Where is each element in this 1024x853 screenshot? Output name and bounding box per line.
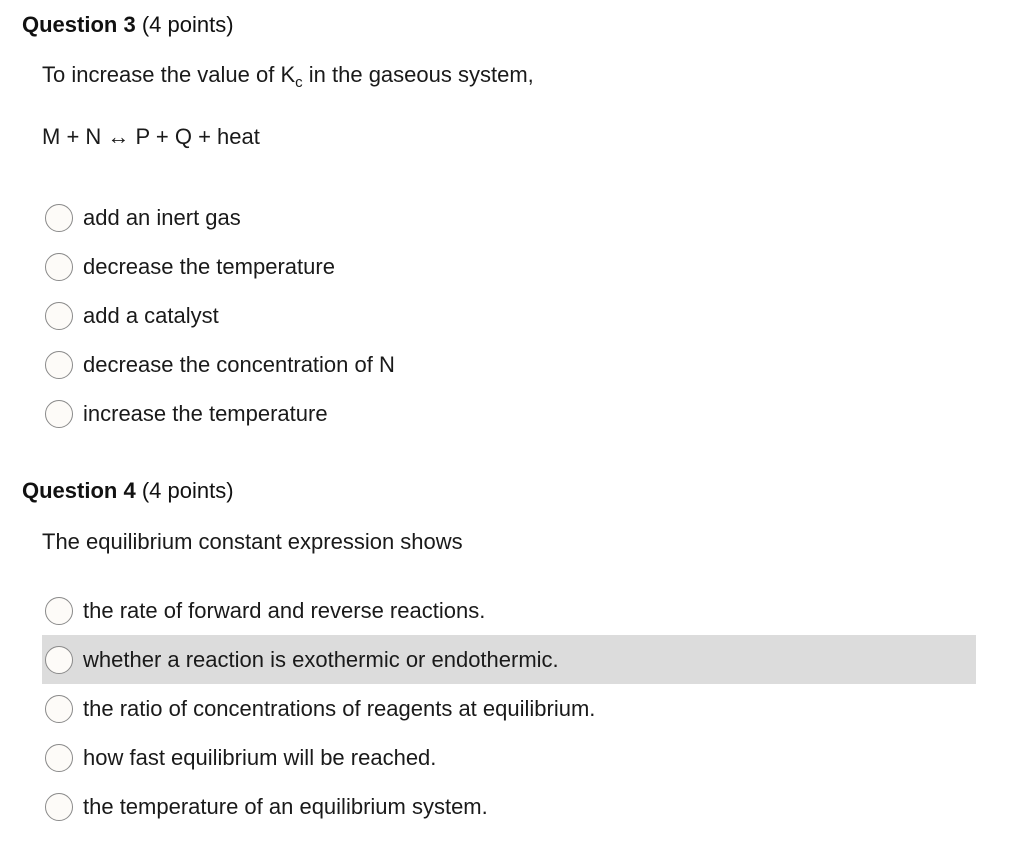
- option-label: decrease the concentration of N: [83, 351, 395, 377]
- prompt-text: To increase the value of K: [42, 62, 296, 87]
- option-increase-temperature[interactable]: [42, 389, 976, 438]
- radio-button[interactable]: [45, 204, 73, 232]
- answer-options: [42, 193, 976, 438]
- radio-button[interactable]: [45, 302, 73, 330]
- question-points: (4 points): [141, 12, 234, 37]
- radio-button[interactable]: [45, 646, 73, 674]
- option-ratio-of-concentrations[interactable]: [42, 684, 976, 733]
- option-add-catalyst[interactable]: [42, 291, 976, 340]
- radio-button[interactable]: [45, 400, 73, 428]
- option-label: how fast equilibrium will be reached.: [83, 744, 437, 770]
- prompt-text-end: in the gaseous system,: [302, 62, 534, 87]
- option-label: whether a reaction is exothermic or endothermic.: [83, 646, 559, 672]
- option-label: the ratio of concentrations of reagents at equilibrium.: [83, 695, 596, 721]
- option-how-fast-equilibrium[interactable]: [42, 733, 976, 782]
- question-4-header: [22, 477, 234, 505]
- option-label: the temperature of an equilibrium system.: [83, 793, 488, 819]
- question-3-header: [22, 11, 234, 39]
- radio-button[interactable]: [45, 253, 73, 281]
- option-add-inert-gas[interactable]: [42, 193, 976, 242]
- option-label: the rate of forward and reverse reactions.: [83, 597, 486, 623]
- answer-options: [42, 586, 976, 831]
- option-rate-forward-reverse[interactable]: [42, 586, 976, 635]
- radio-button[interactable]: [45, 793, 73, 821]
- question-points: (4 points): [141, 478, 234, 503]
- option-label: increase the temperature: [83, 400, 328, 426]
- question-prompt: [42, 61, 534, 89]
- chemical-equation: M + N ↔ P + Q + heat: [42, 124, 260, 149]
- radio-button[interactable]: [45, 597, 73, 625]
- question-prompt: The equilibrium constant expression shows: [42, 529, 463, 554]
- radio-button[interactable]: [45, 695, 73, 723]
- option-exothermic-endothermic[interactable]: [42, 635, 976, 684]
- option-decrease-temperature[interactable]: [42, 242, 976, 291]
- radio-button[interactable]: [45, 351, 73, 379]
- question-title: Question 4: [22, 478, 136, 503]
- question-title: Question 3: [22, 12, 136, 37]
- option-label: decrease the temperature: [83, 253, 335, 279]
- option-decrease-concentration-n[interactable]: [42, 340, 976, 389]
- subscript-c: c: [295, 74, 303, 91]
- option-label: add an inert gas: [83, 204, 241, 230]
- option-label: add a catalyst: [83, 302, 219, 328]
- radio-button[interactable]: [45, 744, 73, 772]
- option-temperature-of-system[interactable]: [42, 782, 976, 831]
